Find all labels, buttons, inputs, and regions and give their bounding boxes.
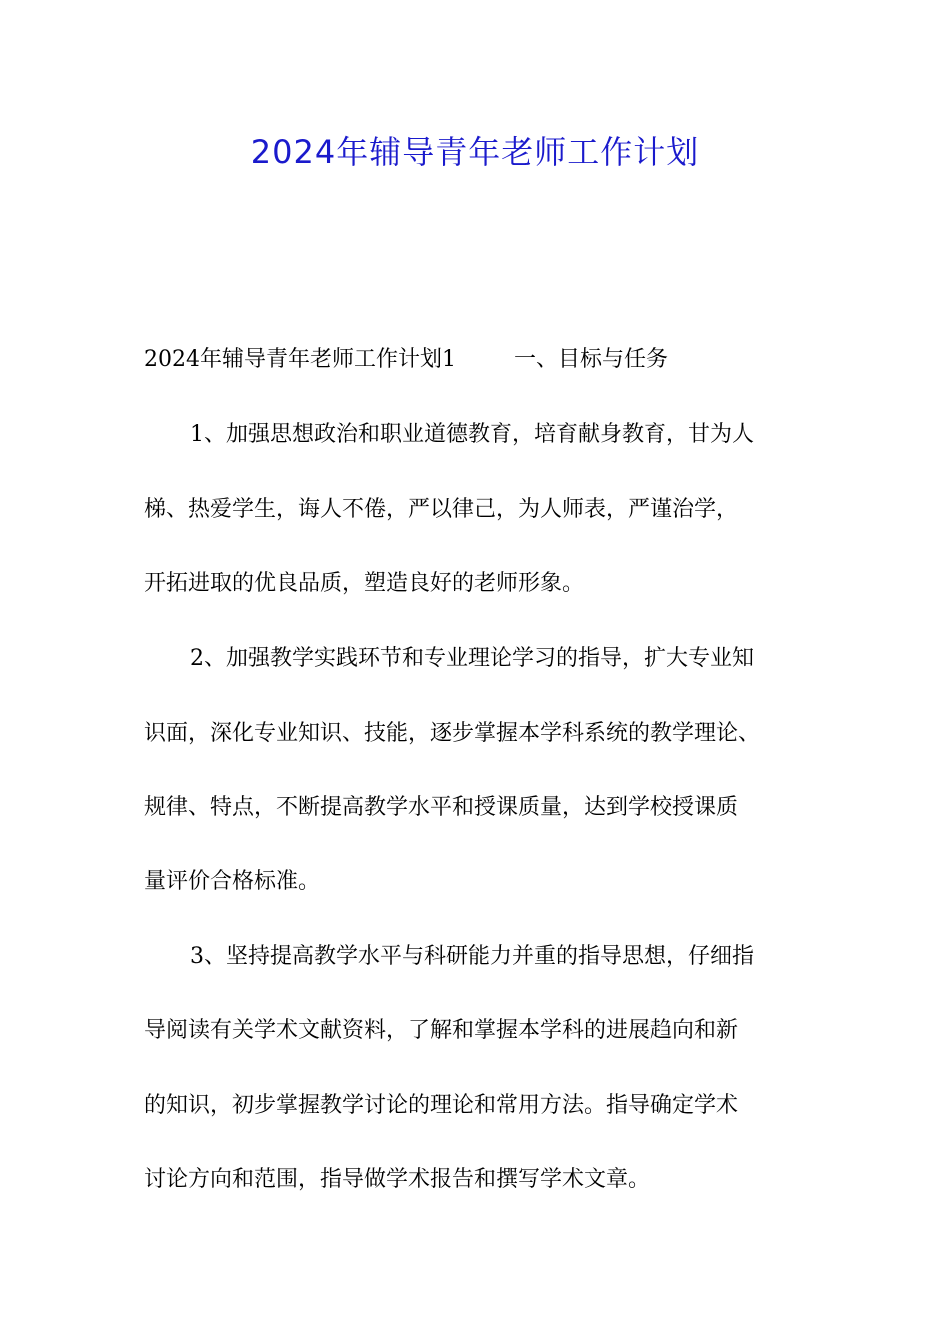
paragraph-1-line-1: 1、加强思想政治和职业道德教育，培育献身教育，甘为人 (190, 422, 754, 447)
paragraph-3-line-1: 3、坚持提高教学水平与科研能力并重的指导思想，仔细指 (190, 944, 754, 969)
section-heading: 一、目标与任务 (514, 347, 669, 372)
paragraph-1-line-3: 开拓进取的优良品质，塑造良好的老师形象。 (144, 571, 585, 596)
document-title: 2024年辅导青年老师工作计划 (250, 133, 700, 171)
paragraph-2-line-1: 2、加强教学实践环节和专业理论学习的指导，扩大专业知 (190, 646, 754, 671)
paragraph-2-line-3: 规律、特点，不断提高教学水平和授课质量，达到学校授课质 (144, 795, 739, 820)
paragraph-1-line-2: 梯、热爱学生，诲人不倦，严以律己，为人师表，严谨治学， (144, 497, 739, 522)
paragraph-2-line-2: 识面，深化专业知识、技能，逐步掌握本学科系统的教学理论、 (144, 721, 761, 746)
plan-heading: 2024年辅导青年老师工作计划1 (144, 347, 456, 372)
heading-line (144, 345, 668, 375)
paragraph-2-line-4: 量评价合格标准。 (144, 869, 321, 894)
paragraph-3-line-2: 导阅读有关学术文献资料，了解和掌握本学科的进展趋向和新 (144, 1018, 739, 1043)
paragraph-3-line-4: 讨论方向和范围，指导做学术报告和撰写学术文章。 (144, 1167, 651, 1192)
paragraph-3-line-3: 的知识，初步掌握教学讨论的理论和常用方法。指导确定学术 (144, 1093, 739, 1118)
